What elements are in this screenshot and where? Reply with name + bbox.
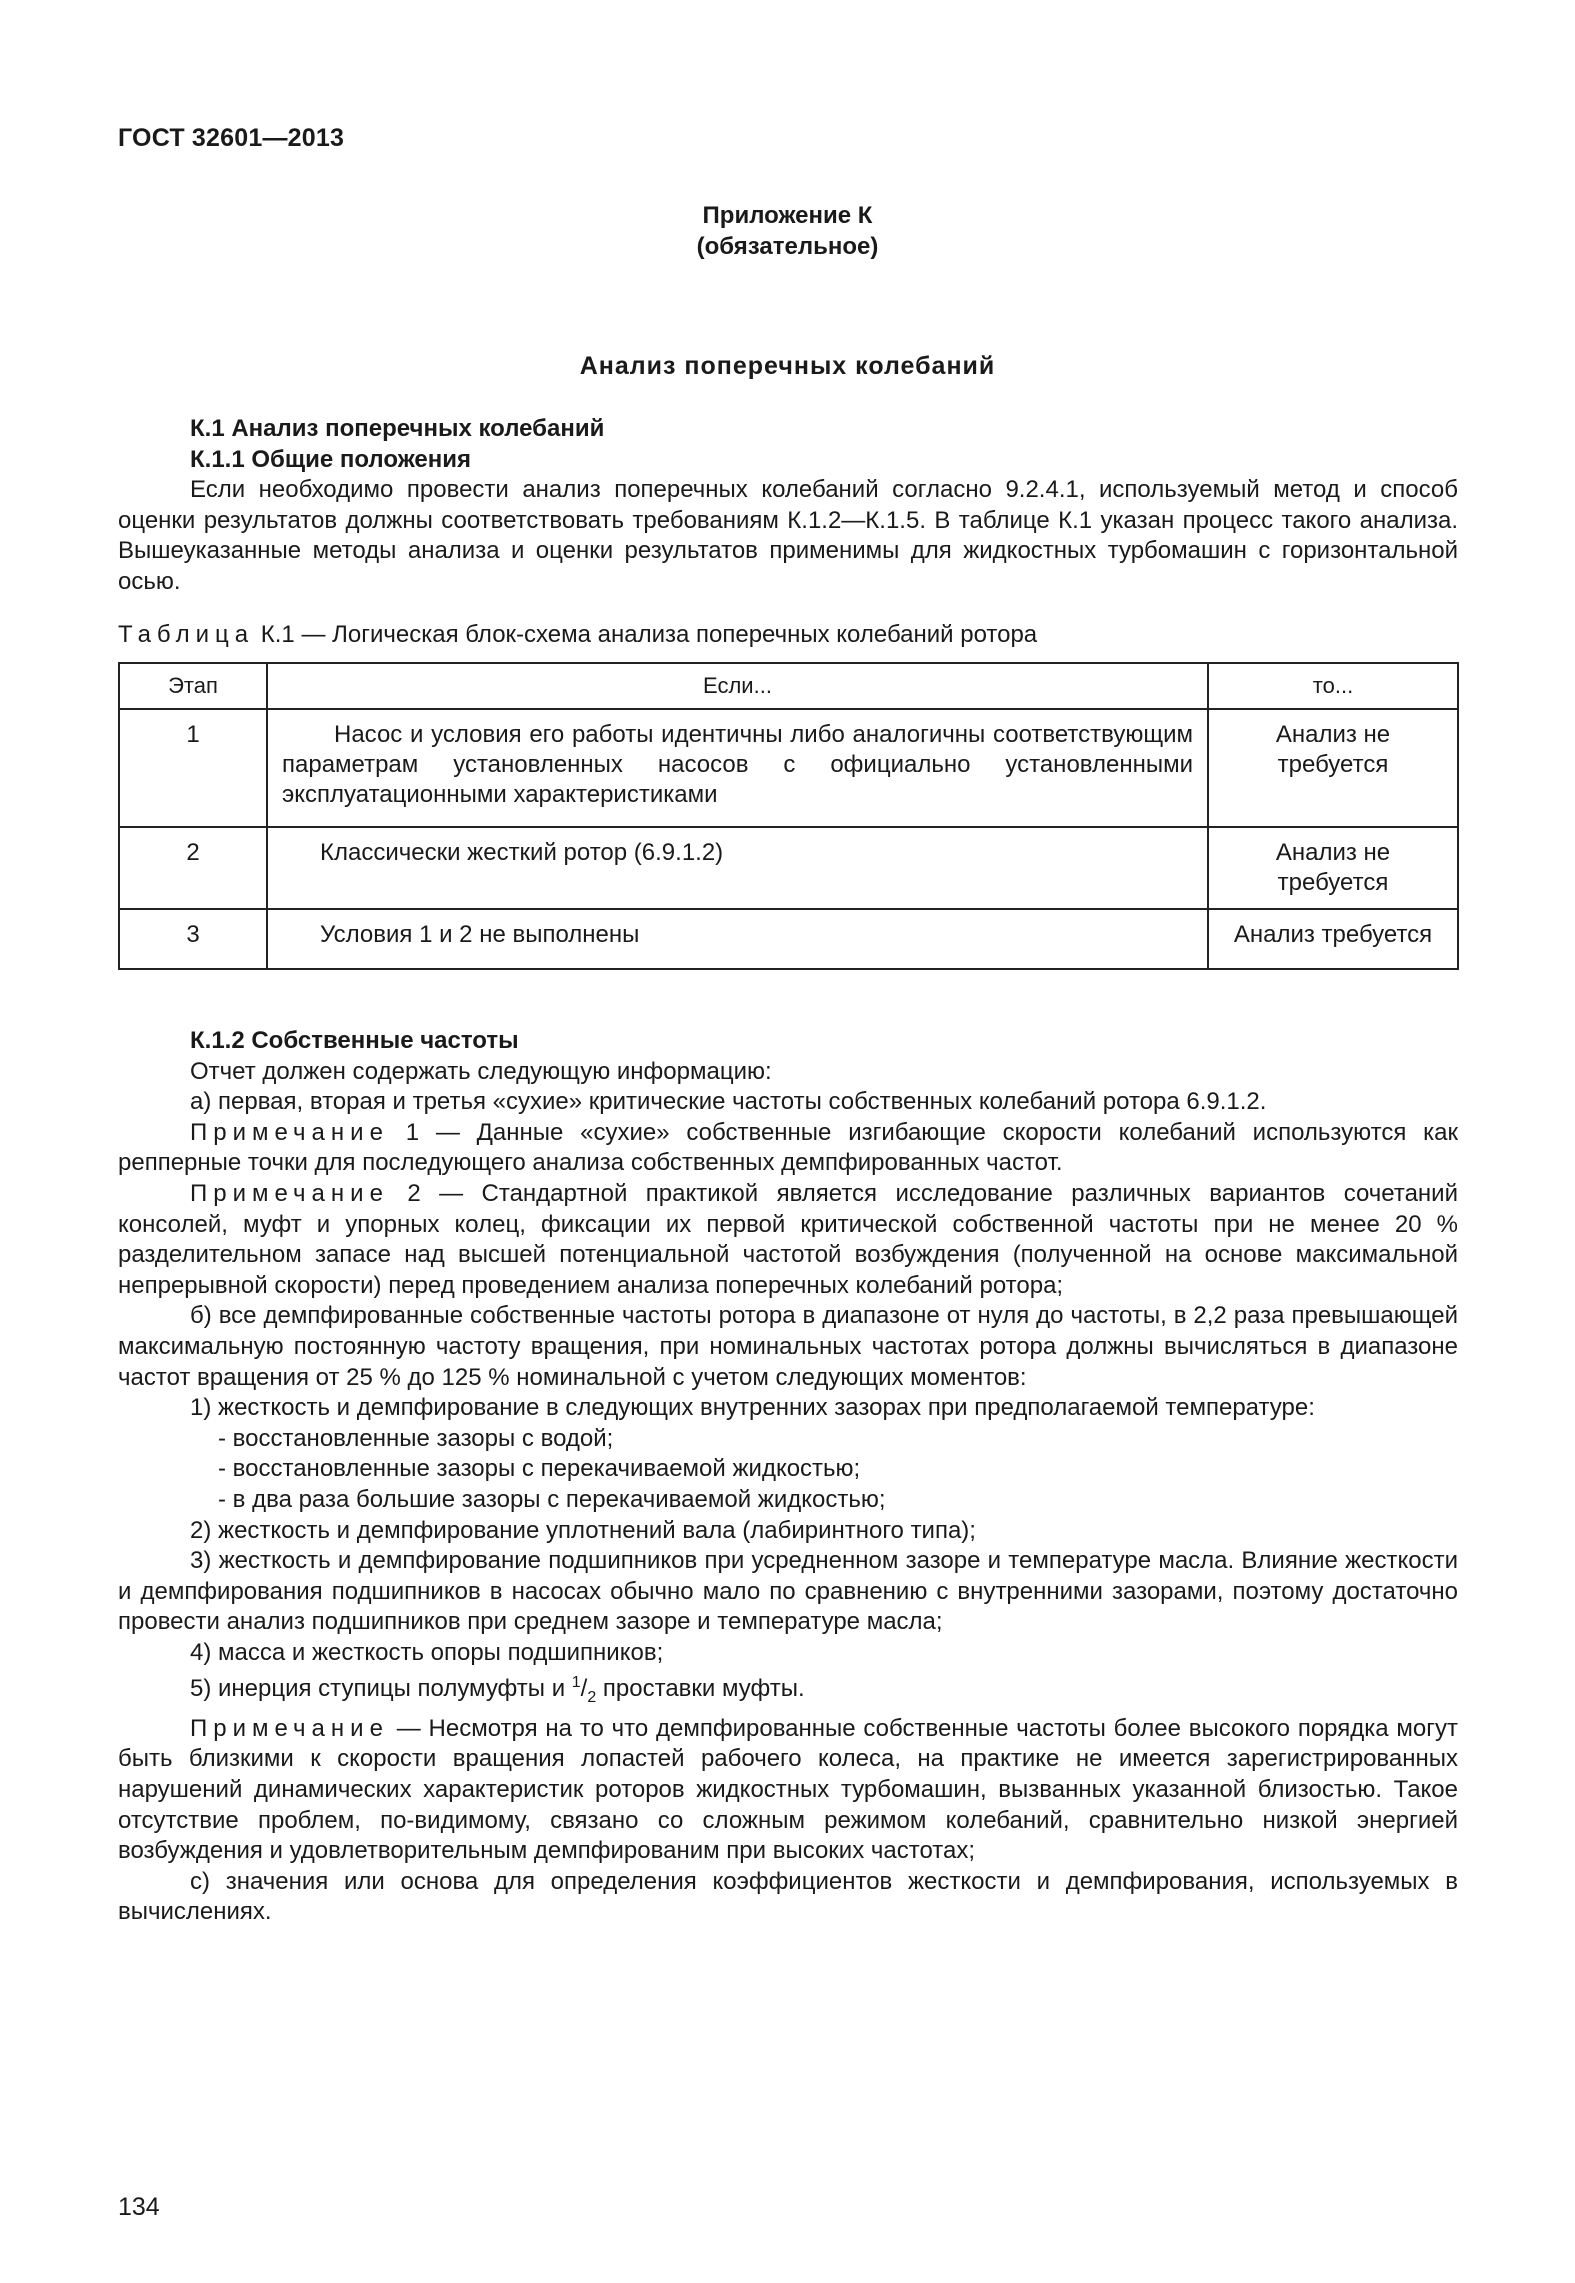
annex-title: Анализ поперечных колебаний [579, 352, 996, 380]
sub-item-3: 3) жесткость и демпфирование подшипников при усредненном зазоре и температуре масла. Влияние жесткости и демпфирования подшипников в насосах обычно мало по сравнению с внутренними зазорами, поэтому достаточно провести анализ подшипников при среднем зазоре и температуре масла; [118, 1547, 1458, 1636]
cell-if: Классически жесткий ротор (6.9.1.2) [267, 827, 1208, 909]
sub-item-5-text: 5) инерция ступицы полумуфты и [190, 1675, 572, 1703]
note-3 [118, 1714, 1458, 1867]
note-label: Примечание [190, 1179, 389, 1207]
page-number: 134 [118, 2193, 160, 2221]
annex-status: (обязательное) [696, 233, 879, 260]
list-item-a: а) первая, вторая и третья «сухие» критические частоты собственных колебаний ротора 6.9.1.2. [190, 1088, 1267, 1116]
table-caption-label: Таблица [118, 621, 255, 648]
cell-step: 2 [119, 827, 267, 909]
fraction-denominator: 2 [587, 1689, 597, 1707]
section-heading: К.1 Анализ поперечных колебаний [190, 415, 605, 442]
note-label: Примечание [190, 1118, 389, 1146]
note-text: 1 — Данные «сухие» собственные изгибающие скорости колебаний используются как репперные точки для последующего анализа собственных демпфированных частот. [118, 1118, 1458, 1177]
logic-table [118, 662, 1459, 970]
paragraph: Если необходимо провести анализ поперечных колебаний согласно 9.2.4.1, используемый метод и способ оценки результатов должны соответствовать требованиям К.1.2—К.1.5. В таблице К.1 указан процесс такого анализа. Вышеуказанные методы анализа и оценки результатов применимы для жидкостных турбомашин с горизонтальной осью. [118, 476, 1458, 595]
cell-if: Насос и условия его работы идентичны либо аналогичны соответствующим параметрам установленных насосов с официально установленными эксплуатационными характеристиками [267, 709, 1208, 827]
section-heading: К.1.2 Собственные частоты [190, 1027, 519, 1054]
cell-then: Анализ не требуется [1208, 827, 1458, 909]
table-caption [118, 620, 1037, 650]
table-row [119, 827, 1458, 909]
section-k1 [118, 414, 1458, 598]
col-header-step: Этап [119, 663, 267, 709]
table-row [119, 909, 1458, 969]
annex-label: Приложение К [702, 202, 873, 229]
paragraph: Отчет должен содержать следующую информацию: [190, 1057, 772, 1085]
cell-then: Анализ не требуется [1208, 709, 1458, 827]
document-id: ГОСТ 32601—2013 [118, 124, 345, 152]
fraction-half: $^1/_2$ [571, 1674, 597, 1707]
table-header-row [119, 663, 1458, 709]
note-1 [118, 1118, 1458, 1179]
sub-item-5-tail: проставки муфты. [596, 1675, 805, 1703]
sub-item-4: 4) масса и жесткость опоры подшипников; [190, 1638, 664, 1666]
dash-item: - восстановленные зазоры с водой; [218, 1424, 614, 1452]
note-text: — Несмотря на то что демпфированные собственные частоты более высокого порядка могут быть близкими к скорости вращения лопастей рабочего колеса, на практике не имеется зарегистрированных нарушений динамических характеристик роторов жидкостных турбомашин, вызванных указанной близостью. Такое отсутствие проблем, по-видимому, связано со сложным режимом колебаний, сравнительно низкой энергией возбуждения и удовлетворительным демпфированим при высоких частотах; [118, 1714, 1458, 1865]
section-k12 [118, 1026, 1458, 1928]
cell-step: 1 [119, 709, 267, 827]
sub-item-1: 1) жесткость и демпфирование в следующих внутренних зазорах при предполагаемой температуре: [190, 1394, 1315, 1422]
cell-then: Анализ требуется [1208, 909, 1458, 969]
sub-item-2: 2) жесткость и демпфирование уплотнений вала (лабиринтного типа); [190, 1516, 976, 1544]
cell-if: Условия 1 и 2 не выполнены [267, 909, 1208, 969]
sub-item-5 [118, 1668, 1458, 1713]
fraction-numerator: 1 [571, 1674, 581, 1692]
note-label: Примечание [190, 1714, 389, 1742]
col-header-if: Если... [267, 663, 1208, 709]
col-header-then: то... [1208, 663, 1458, 709]
dash-item: - восстановленные зазоры с перекачиваемой жидкостью; [218, 1455, 861, 1483]
annex-heading [0, 200, 1575, 262]
note-text: 2 — Стандартной практикой является исследование различных вариантов сочетаний консолей, муфт и упорных колец, фиксации их первой критической собственной частоты при не менее 20 % разделительном запасе над высшей потенциальной частотой возбуждения (полученной на основе максимальной непрерывной скорости) перед проведением анализа поперечных колебаний ротора; [118, 1179, 1458, 1299]
list-item-c: с) значения или основа для определения коэффициентов жесткости и демпфирования, используемых в вычислениях. [118, 1867, 1458, 1926]
cell-step: 3 [119, 909, 267, 969]
list-item-b: б) все демпфированные собственные частоты ротора в диапазоне от нуля до частоты, в 2,2 раза превышающей максимальную постоянную частоту вращения, при номинальных частотах ротора должны вычисляться в диапазоне частот вращения от 25 % до 125 % номинальной с учетом следующих моментов: [118, 1302, 1458, 1391]
table-row [119, 709, 1458, 827]
dash-item: - в два раза большие зазоры с перекачиваемой жидкостью; [218, 1485, 886, 1513]
subsection-heading: К.1.1 Общие положения [190, 445, 471, 473]
table-caption-text: К.1 — Логическая блок-схема анализа поперечных колебаний ротора [254, 621, 1038, 648]
note-2 [118, 1179, 1458, 1301]
